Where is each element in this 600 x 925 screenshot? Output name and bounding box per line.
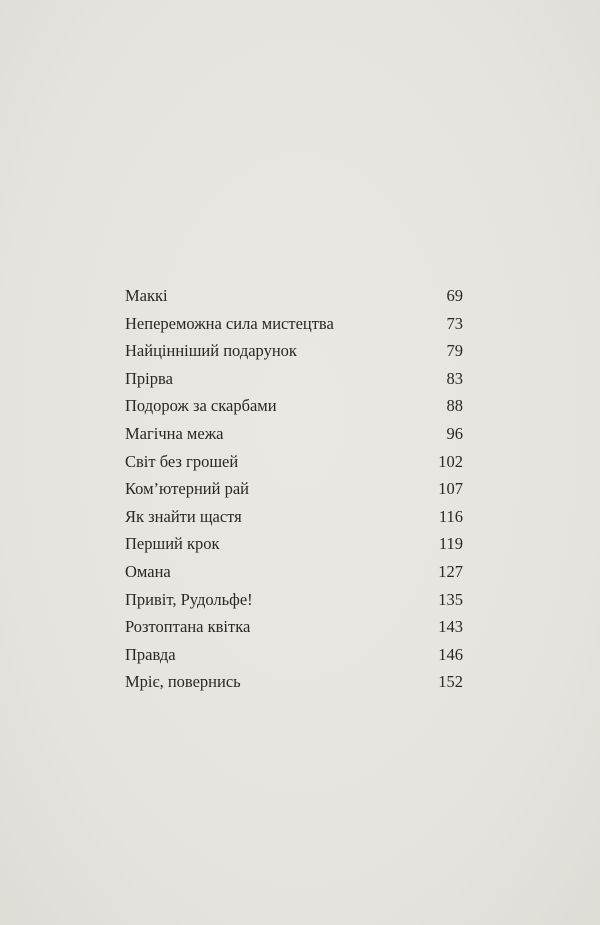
toc-entry: [125, 613, 463, 641]
toc-entry-page: 96: [446, 423, 463, 443]
table-of-contents: [125, 282, 463, 696]
toc-entry: [125, 586, 463, 614]
toc-entry-page: 116: [438, 506, 463, 526]
toc-entry: [125, 558, 463, 586]
toc-entry-page: 88: [446, 396, 463, 416]
toc-entry-title: Найцінніший подарунок: [125, 341, 297, 361]
toc-entry-page: 73: [446, 313, 463, 333]
toc-entry-title: Перший крок: [125, 534, 220, 554]
toc-entry: [125, 641, 463, 669]
toc-entry-page: 119: [438, 534, 463, 554]
toc-entry-title: Прірва: [125, 368, 173, 388]
toc-entry-title: Непереможна сила мистецтва: [125, 313, 334, 333]
toc-entry: [125, 530, 463, 558]
toc-entry-title: Омана: [125, 561, 171, 581]
toc-entry-page: 127: [438, 561, 463, 581]
toc-entry: [125, 503, 463, 531]
toc-entry: [125, 310, 463, 338]
toc-entry-title: Світ без грошей: [125, 451, 239, 471]
toc-entry-page: 79: [446, 341, 463, 361]
toc-entry: [125, 392, 463, 420]
toc-entry-page: 135: [438, 589, 463, 609]
toc-entry-page: 143: [438, 617, 463, 637]
toc-entry: [125, 448, 463, 476]
toc-entry-page: 69: [446, 286, 463, 305]
toc-entry-title: Привіт, Рудольфе!: [125, 589, 253, 609]
toc-entry: [125, 282, 463, 310]
toc-entry-title: Маккі: [125, 286, 168, 305]
toc-entry-title: Магічна межа: [125, 423, 224, 443]
toc-entry: [125, 420, 463, 448]
toc-entry-title: Мріє, повернись: [125, 672, 241, 692]
toc-entry: [125, 365, 463, 393]
toc-entry-title: Розтоптана квітка: [125, 617, 251, 637]
toc-entry-page: 152: [438, 672, 463, 692]
toc-entry-page: 107: [438, 479, 463, 499]
toc-entry-title: Правда: [125, 644, 176, 664]
toc-entry: [125, 668, 463, 696]
toc-entry-page: 146: [438, 644, 463, 664]
toc-entry-title: Як знайти щастя: [125, 506, 242, 526]
toc-entry-title: Ком’ютерний рай: [125, 479, 249, 499]
toc-entry: [125, 475, 463, 503]
toc-entry-title: Подорож за скарбами: [125, 396, 277, 416]
toc-entry: [125, 337, 463, 365]
toc-entry-page: 102: [438, 451, 463, 471]
toc-entry-page: 83: [446, 368, 463, 388]
